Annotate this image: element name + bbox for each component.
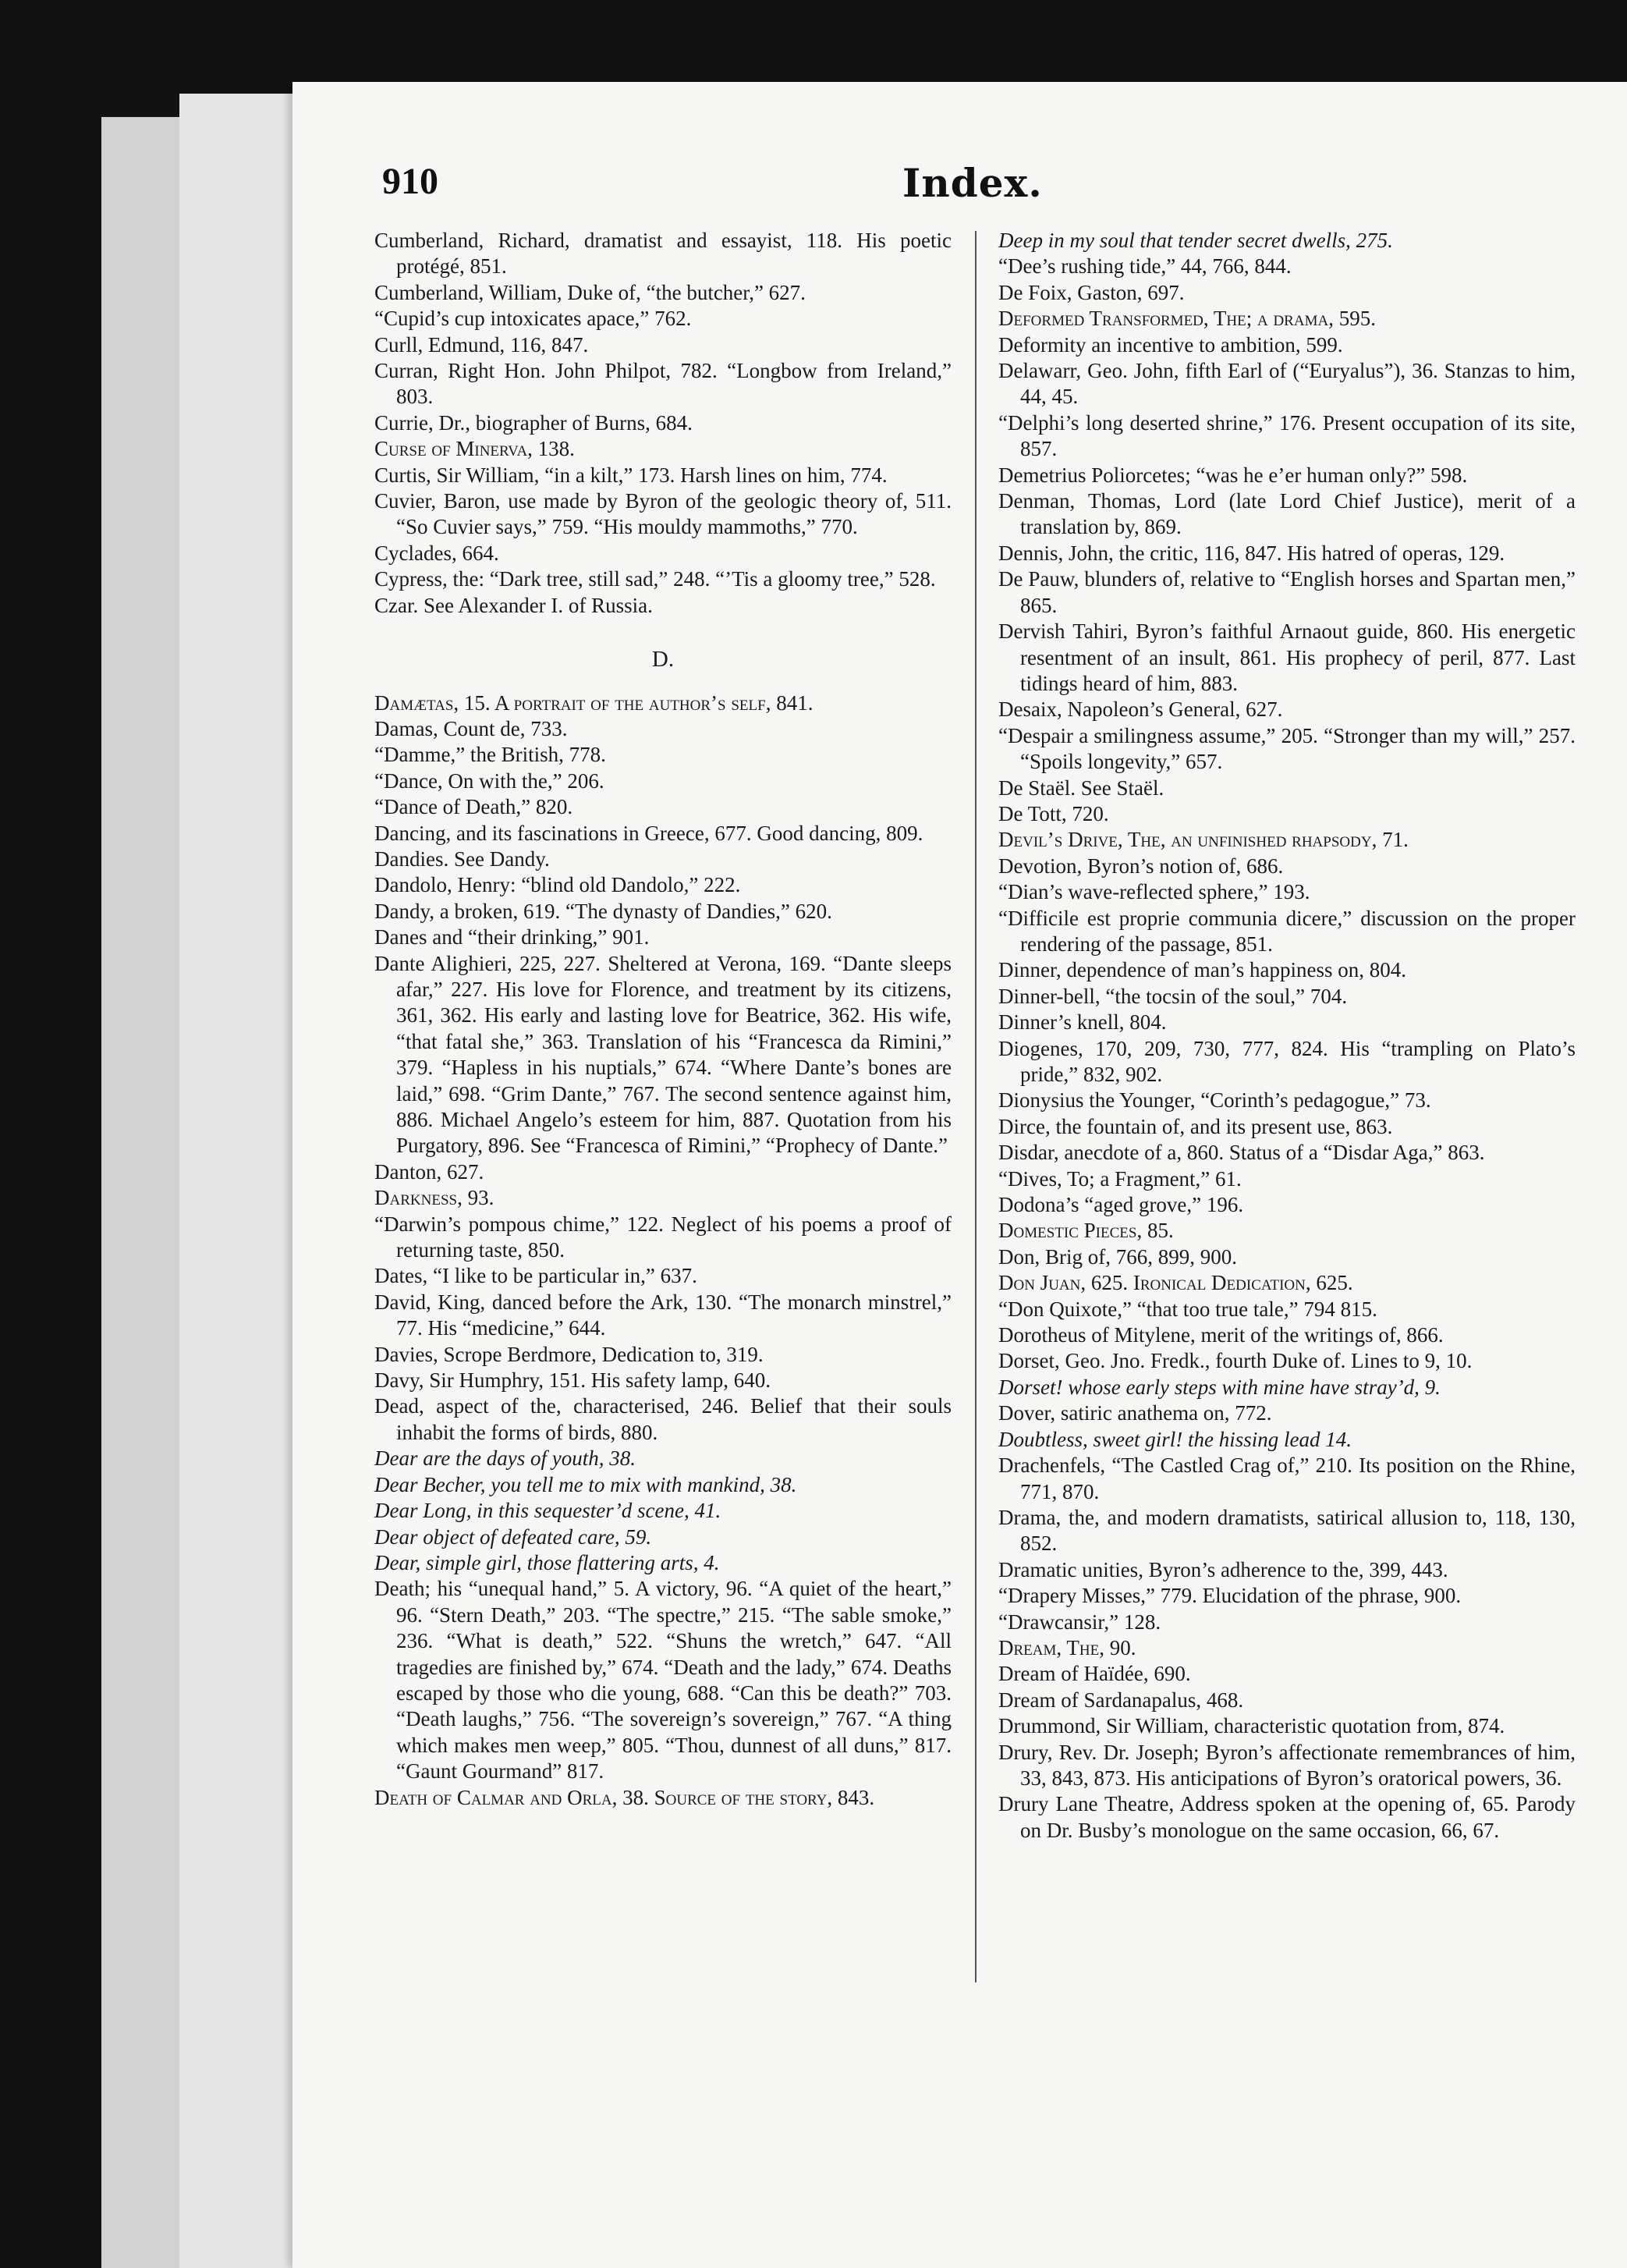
index-entry: Czar. See Alexander I. of Russia. (374, 593, 653, 617)
index-entry: Dinner-bell, “the tocsin of the soul,” 704. (998, 984, 1348, 1008)
index-entry: Cyclades, 664. (374, 541, 499, 565)
index-entry: Dodona’s “aged grove,” 196. (998, 1193, 1244, 1217)
index-entry: Delawarr, Geo. John, fifth Earl of (“Euryalus”), 36. Stanzas to him, 44, 45. (998, 359, 1576, 409)
index-entry: Curran, Right Hon. John Philpot, 782. “Longbow from Ireland,” 803. (374, 359, 952, 409)
index-entry: De Staël. See Staël. (998, 776, 1164, 800)
index-entry: Disdar, anecdote of a, 860. Status of a “Disdar Aga,” 863. (998, 1141, 1485, 1165)
index-entry: Dante Alighieri, 225, 227. Sheltered at Verona, 169. “Dante sleeps afar,” 227. His love for Florence, and treatment by its citizens, 361, 362. His early and lasting love for Beatrice, 362. His wife, “that fatal she,” 363. Translation of his “Francesca da Rimini,” 379. “Hapless in his nuptials,” 674. “Where Dante’s bones are laid,” 698. “Grim Dante,” 767. The second sentence against him, 886. Michael Angelo’s esteem for him, 887. Quotation from his Purgatory, 896. See “Francesca of Rimini,” “Prophecy of Dante.” (374, 951, 952, 1158)
index-entry: Cypress, the: “Dark tree, still sad,” 248. “’Tis a gloomy tree,” 528. (374, 567, 936, 591)
index-entry: David, King, danced before the Ark, 130. “The monarch minstrel,” 77. His “medicine,” 644. (374, 1290, 952, 1340)
index-entry: Cumberland, William, Duke of, “the butcher,” 627. (374, 280, 806, 304)
index-entry: Curse of Minerva, 138. (374, 437, 575, 461)
column-divider (975, 231, 977, 1982)
index-entry: Desaix, Napoleon’s General, 627. (998, 697, 1283, 722)
index-entry: Don, Brig of, 766, 899, 900. (998, 1244, 1237, 1269)
index-entry: Domestic Pieces, 85. (998, 1219, 1174, 1243)
index-entry: Dear Becher, you tell me to mix with mankind, 38. (374, 1472, 797, 1496)
index-entry: Dorset! whose early steps with mine have stray’d, 9. (998, 1375, 1441, 1399)
index-entry: “Dance, On with the,” 206. (374, 768, 604, 793)
index-entry: Drury Lane Theatre, Address spoken at the opening of, 65. Parody on Dr. Busby’s monologue on the same occasion, 66, 67. (998, 1792, 1576, 1842)
index-entry: Curtis, Sir William, “in a kilt,” 173. Harsh lines on him, 774. (374, 463, 888, 487)
index-entry: Doubtless, sweet girl! the hissing lead 14. (998, 1427, 1352, 1451)
index-entry: Cuvier, Baron, use made by Byron of the geologic theory of, 511. “So Cuvier says,” 759. “His mouldy mammoths,” 770. (374, 489, 952, 539)
index-entry: “Dee’s rushing tide,” 44, 766, 844. (998, 254, 1292, 279)
index-entry: De Foix, Gaston, 697. (998, 280, 1185, 304)
section-letter: D. (651, 647, 675, 673)
index-entry: Dorotheus of Mitylene, merit of the writings of, 866. (998, 1323, 1444, 1347)
index-entry: De Pauw, blunders of, relative to “English horses and Spartan men,” 865. (998, 567, 1576, 617)
index-entry: Don Juan, 625. Ironical Dedication, 625. (998, 1271, 1353, 1295)
index-entry: Currie, Dr., biographer of Burns, 684. (374, 410, 693, 435)
index-entry: Darkness, 93. (374, 1186, 494, 1210)
index-entry: Death of Calmar and Orla, 38. Source of the story, 843. (374, 1785, 875, 1809)
index-entry: Drachenfels, “The Castled Crag of,” 210. Its position on the Rhine, 771, 870. (998, 1453, 1576, 1503)
index-entry: “Darwin’s pompous chime,” 122. Neglect of his poems a proof of returning taste, 850. (374, 1212, 952, 1262)
index-entry: “Dives, To; a Fragment,” 61. (998, 1166, 1242, 1191)
index-entry: Drury, Rev. Dr. Joseph; Byron’s affectionate remembrances of him, 33, 843, 873. His anticipations of Byron’s oratorical powers, 36. (998, 1740, 1576, 1790)
index-entry: Deformity an incentive to ambition, 599. (998, 332, 1343, 357)
index-entry: Dates, “I like to be particular in,” 637. (374, 1264, 697, 1288)
index-entry: Drummond, Sir William, characteristic quotation from, 874. (998, 1714, 1505, 1738)
index-entry: Deep in my soul that tender secret dwells, 275. (998, 229, 1393, 252)
index-entry: Dancing, and its fascinations in Greece, 677. Good dancing, 809. (374, 821, 923, 845)
index-entry: Devil’s Drive, The, an unfinished rhapsody, 71. (998, 828, 1409, 852)
index-entry: Deformed Transformed, The; a drama, 595. (998, 307, 1376, 331)
index-entry: “Delphi’s long deserted shrine,” 176. Present occupation of its site, 857. (998, 410, 1576, 461)
index-entry: Dirce, the fountain of, and its present use, 863. (998, 1114, 1393, 1138)
index-entry: Dionysius the Younger, “Corinth’s pedagogue,” 73. (998, 1088, 1431, 1113)
index-entry: “Damme,” the British, 778. (374, 743, 606, 767)
index-column-right (998, 228, 1576, 1844)
index-entry: “Drawcansir,” 128. (998, 1610, 1161, 1634)
index-column-left (374, 228, 952, 1811)
index-entry: Dennis, John, the critic, 116, 847. His hatred of operas, 129. (998, 541, 1505, 565)
index-entry: Curll, Edmund, 116, 847. (374, 332, 589, 357)
index-entry: Dandies. See Dandy. (374, 847, 550, 871)
index-entry: Dover, satiric anathema on, 772. (998, 1401, 1272, 1425)
index-entry: Dinner, dependence of man’s happiness on, 804. (998, 958, 1407, 982)
index-entry: Damætas, 15. A portrait of the author’s self, 841. (374, 690, 814, 715)
index-entry: “Don Quixote,” “that too true tale,” 794 815. (998, 1297, 1377, 1321)
index-entry: Denman, Thomas, Lord (late Lord Chief Justice), merit of a translation by, 869. (998, 489, 1576, 539)
index-entry: Drama, the, and modern dramatists, satirical allusion to, 118, 130, 852. (998, 1505, 1576, 1556)
index-entry: “Drapery Misses,” 779. Elucidation of the phrase, 900. (998, 1584, 1462, 1608)
index-entry: “Cupid’s cup intoxicates apace,” 762. (374, 307, 692, 331)
index-entry: Dear Long, in this sequester’d scene, 41. (374, 1499, 721, 1523)
index-entry: Death; his “unequal hand,” 5. A victory, 96. “A quiet of the heart,” 96. “Stern Death,” 203. “The spectre,” 215. “The sable smoke,” 236. “What is death,” 522. “Shuns the wretch,” 647. “All tragedies are finished by,” 674. “Death and the lady,” 674. Deaths escaped by those who die young, 688. “Can this be death?” 703. “Death laughs,” 756. “The sovereign’s sovereign,” 767. “A thing which makes men weep,” 805. “Thou, dunnest of all duns,” 817. “Gaunt Gourmand” 817. (374, 1577, 952, 1784)
index-entry: Dream of Haïdée, 690. (998, 1662, 1191, 1686)
index-entry: Dandolo, Henry: “blind old Dandolo,” 222. (374, 873, 741, 897)
index-entry: Dream, The, 90. (998, 1635, 1136, 1659)
index-entry: Devotion, Byron’s notion of, 686. (998, 854, 1284, 878)
index-entry: “Dance of Death,” 820. (374, 795, 573, 819)
page-number: 910 (382, 161, 438, 202)
index-entry: De Tott, 720. (998, 801, 1109, 825)
index-entry: Dear object of defeated care, 59. (374, 1524, 652, 1549)
index-entry: “Difficile est proprie communia dicere,” discussion on the proper rendering of the passage, 851. (998, 906, 1576, 956)
index-entry: Dear are the days of youth, 38. (374, 1446, 636, 1471)
index-entry: “Dian’s wave-reflected sphere,” 193. (998, 880, 1310, 904)
index-entry: “Despair a smilingness assume,” 205. “Stronger than my will,” 257. “Spoils longevity,” 657. (998, 723, 1576, 774)
index-entry: Davies, Scrope Berdmore, Dedication to, 319. (374, 1342, 764, 1366)
index-entry: Dinner’s knell, 804. (998, 1010, 1167, 1035)
index-entry: Dervish Tahiri, Byron’s faithful Arnaout guide, 860. His energetic resentment of an insult, 861. His prophecy of peril, 877. Last tidings heard of him, 883. (998, 619, 1576, 695)
running-head: Index. (902, 160, 1043, 206)
index-entry: Diogenes, 170, 209, 730, 777, 824. His “trampling on Plato’s pride,” 832, 902. (998, 1036, 1576, 1086)
index-entry: Dear, simple girl, those flattering arts, 4. (374, 1550, 720, 1574)
index-entry: Danton, 627. (374, 1159, 484, 1184)
index-entry: Cumberland, Richard, dramatist and essayist, 118. His poetic protégé, 851. (374, 229, 952, 279)
index-entry: Damas, Count de, 733. (374, 716, 568, 740)
index-entry: Demetrius Poliorcetes; “was he e’er human only?” 598. (998, 463, 1468, 487)
index-entry: Dead, aspect of the, characterised, 246. Belief that their souls inhabit the forms of birds, 880. (374, 1394, 952, 1444)
index-entry: Davy, Sir Humphry, 151. His safety lamp, 640. (374, 1368, 771, 1393)
index-entry: Dream of Sardanapalus, 468. (998, 1688, 1244, 1712)
index-entry: Dorset, Geo. Jno. Fredk., fourth Duke of. Lines to 9, 10. (998, 1349, 1473, 1373)
index-entry: Dandy, a broken, 619. “The dynasty of Dandies,” 620. (374, 899, 832, 923)
index-entry: Dramatic unities, Byron’s adherence to the, 399, 443. (998, 1557, 1448, 1581)
index-entry: Danes and “their drinking,” 901. (374, 925, 650, 949)
